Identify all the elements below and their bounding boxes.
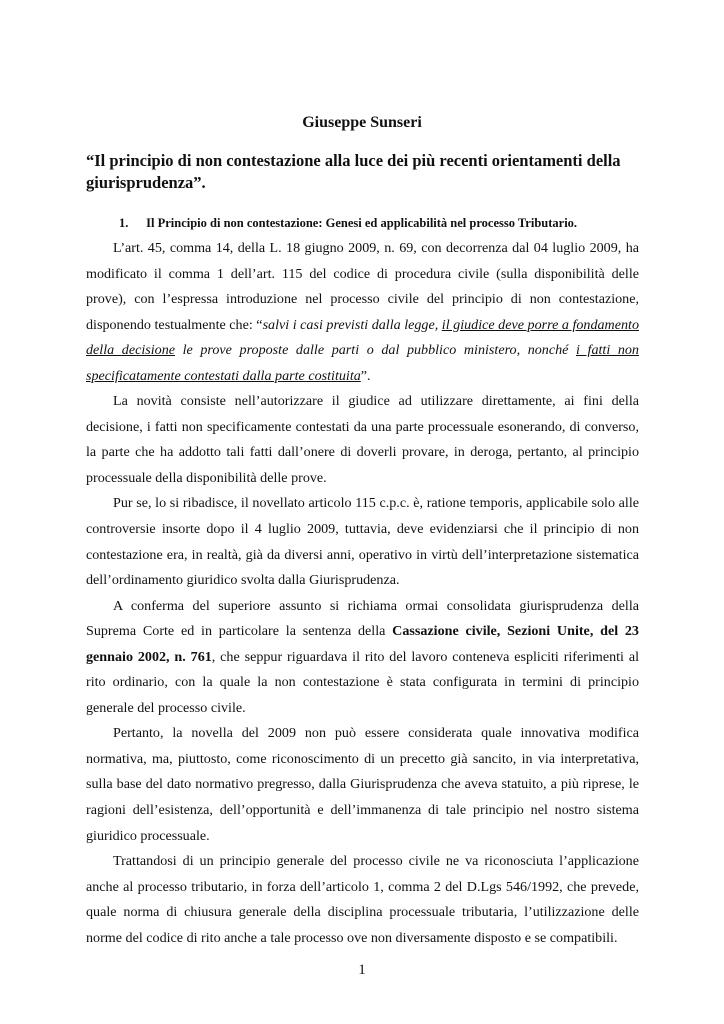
paragraph-1-intro: L’art. 45, comma 14, della L. 18 giugno 2009, n. 69, con decorrenza dal 04 luglio 2009, ha modificato il comma 1 dell’art. 115 del codice di procedura civile (sulla disponibilità delle prove), con l’espressa introduzione nel processo civile del principio di non contestazione, disponendo testualmente che: “: [86, 240, 639, 333]
quote-part-4: le prove proposte dalle parti o dal pubblico ministero, nonché: [175, 342, 577, 359]
paragraph-5: Pertanto, la novella del 2009 non può essere considerata quale innovativa modifica normativa, ma, piuttosto, come riconoscimento di un precetto già sancito, in via interpretativa, sulla base del dato normativo pregresso, dalla Giurisprudenza che aveva statuito, a più riprese, le ragioni dell’esistenza, dell’opportunità e dell’immanenza di tale principio nel nostro sistema giuridico processuale.: [86, 725, 639, 844]
paragraph-4-post: , che seppur riguardava il rito del lavoro conteneva espliciti riferimenti al rito ordinario, con la quale la non contestazione è stata configurata in termini di principio generale del processo civile.: [86, 648, 639, 716]
section-heading-text: Il Principio di non contestazione: Genesi ed applicabilità nel processo Tributario.: [146, 216, 578, 230]
quote-part-1: salvi i casi previsti dalla legge: [262, 316, 435, 333]
paragraph-2: La novità consiste nell’autorizzare il giudice ad utilizzare direttamente, ai fini della decisione, i fatti non specificamente contestati da una parte processuale esonerando, di converso, la parte che ha addotto tali fatti dall’onere di doverli provare, in deroga, pertanto, al principio processuale della disponibilità delle prove.: [86, 393, 639, 486]
paragraph-6: Trattandosi di un principio generale del processo civile ne va riconosciuta l’applicazione anche al processo tributario, in forza dell’articolo 1, comma 2 del D.Lgs 546/1992, che prevede, quale norma di chiusura generale della disciplina processuale tributaria, l’utilizzazione delle norme del codice di rito anche a tale processo ove non diversamente disposto e se compatibili.: [86, 853, 639, 946]
section-number: 1.: [119, 216, 129, 230]
quote-part-3: il giudice deve porre a fondamento della decisione: [86, 316, 639, 359]
paragraph-1: [86, 236, 639, 389]
paragraph-4-pre: A conferma del superiore assunto si richiama ormai consolidata giurisprudenza della Suprema Corte ed in particolare la sentenza della: [86, 597, 639, 640]
quote-part-2: ,: [434, 316, 442, 333]
section-heading: [119, 216, 577, 231]
document-title: “Il principio di non contestazione alla luce dei più recenti orientamenti della giurisprudenza”.: [86, 151, 621, 192]
document-body: [86, 236, 639, 951]
author-name: Giuseppe Sunseri: [302, 114, 422, 131]
quote-part-5: i fatti non specificatamente contestati dalla parte costituita: [86, 342, 639, 384]
paragraph-4: [86, 594, 639, 722]
paragraph-1-end: ”.: [360, 367, 371, 384]
paragraph-3: Pur se, lo si ribadisce, il novellato articolo 115 c.p.c. è, ratione temporis, applicabile solo alle controversie insorte dopo il 4 luglio 2009, tuttavia, deve evidenziarsi che il principio di non contestazione era, in realtà, già da diversi anni, operativo in virtù dell’interpretazione sistematica dell’ordinamento giuridico svolta dalla Giurisprudenza.: [86, 495, 639, 589]
court-citation: Cassazione civile, Sezioni Unite, del 23 gennaio 2002, n. 761: [86, 623, 639, 665]
page-number: 1: [358, 962, 366, 978]
